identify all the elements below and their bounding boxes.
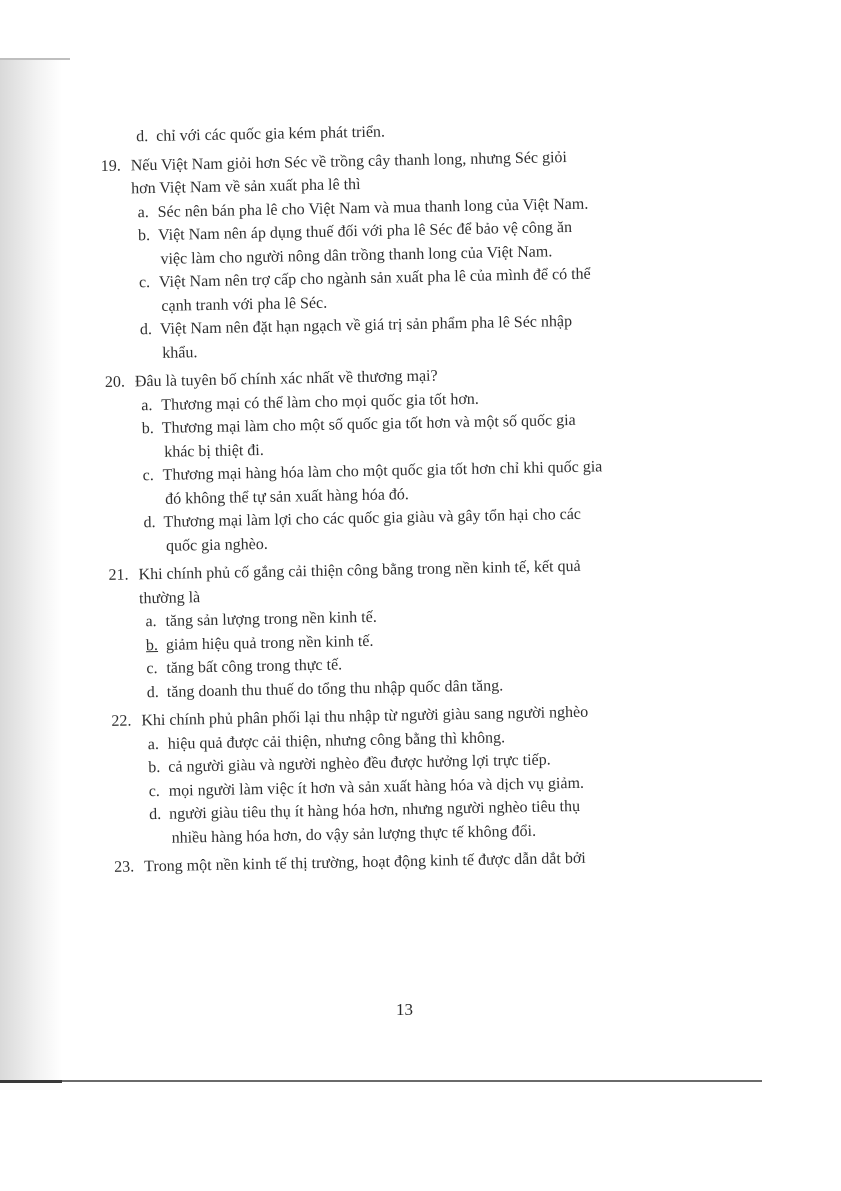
option-letter: b. — [141, 420, 154, 438]
question-number: 21. — [108, 566, 129, 584]
option-letter: b. — [148, 758, 161, 777]
question-text: Khi chính phủ phân phối lại thu nhập từ người giàu sang người nghèo — [141, 703, 589, 730]
option-text: Việt Nam nên trợ cấp cho ngành sản xuất pha lê của mình để có thể — [158, 265, 591, 291]
question-number: 22. — [111, 712, 132, 730]
question-text: Trong một nền kinh tế thị trường, hoạt động kinh tế được dẫn dắt bởi — [144, 849, 586, 876]
option-text: hiệu quả được cải thiện, nhưng công bằng thì không. — [167, 728, 506, 753]
option-text: cả người giàu và người nghèo đều được hưởng lợi trực tiếp. — [168, 751, 551, 776]
continuation-text: khẩu. — [162, 343, 198, 362]
option-letter: a. — [147, 735, 160, 753]
option-letter: d. — [149, 805, 162, 824]
option-text: tăng bất công trong thực tế. — [166, 656, 343, 677]
option-letter: c. — [138, 274, 151, 292]
question-text: Nếu Việt Nam giỏi hơn Séc về trồng cây thanh long, nhưng Séc giỏi — [130, 148, 568, 174]
question-number: 23. — [114, 858, 135, 876]
option-letter: a. — [145, 613, 157, 631]
option-letter: a. — [137, 203, 149, 221]
scan-top-edge — [0, 58, 70, 60]
scan-bottom-edge — [62, 1080, 762, 1082]
option-text: tăng sản lượng trong nền kinh tế. — [165, 608, 377, 630]
option-letter: c. — [142, 467, 154, 485]
scan-left-margin — [0, 60, 62, 1080]
option-text: Thương mại hàng hóa làm cho một quốc gia tốt hơn chỉ khi quốc gia — [162, 458, 603, 484]
option-text: chỉ với các quốc gia kém phát triển. — [156, 123, 386, 145]
option-text: Việt Nam nên áp dụng thuế đối với pha lê Séc để bảo vệ công ăn — [157, 218, 573, 244]
scan-bottom-edge-left — [0, 1080, 62, 1083]
option-text: người giàu tiêu thụ ít hàng hóa hơn, nhưng người nghèo tiêu thụ — [169, 797, 581, 823]
continuation-text: thường là — [138, 588, 201, 607]
continuation-text: quốc gia nghèo. — [165, 535, 268, 555]
option-letter: d. — [139, 321, 153, 339]
option-text: Thương mại có thể làm cho mọi quốc gia tốt hơn. — [161, 390, 479, 414]
option-text: Thương mại làm lợi cho các quốc gia giàu và gây tổn hại cho các — [163, 505, 582, 531]
option-text: Séc nên bán pha lê cho Việt Nam và mua thanh long của Việt Nam. — [157, 195, 589, 221]
question-text: Khi chính phủ cố gắng cải thiện công bằng trong nền kinh tế, kết quả — [138, 557, 581, 584]
continuation-text: hơn Việt Nam về sản xuất pha lê thì — [131, 176, 361, 198]
option-letter: b. — [137, 227, 151, 245]
page-number: 13 — [396, 1000, 413, 1019]
option-text: Thương mại làm cho một số quốc gia tốt hơn và một số quốc gia — [161, 411, 576, 437]
continuation-text: cạnh tranh với pha lê Séc. — [161, 294, 328, 315]
option-letter: b. — [145, 636, 159, 654]
page-content — [100, 116, 754, 882]
question-number: 20. — [104, 373, 126, 391]
option-text: Việt Nam nên đặt hạn ngạch về giá trị sản phẩm pha lê Séc nhập — [159, 312, 573, 338]
question-line — [114, 846, 754, 879]
question-text: Đâu là tuyên bố chính xác nhất về thương mại? — [134, 367, 438, 391]
continuation-text: nhiều hàng hóa hơn, do vậy sản lượng thực tế không đổi. — [171, 822, 537, 847]
continuation-text: đó không thể tự sản xuất hàng hóa đó. — [164, 485, 409, 508]
question-number: 19. — [100, 157, 121, 175]
option-letter: d. — [136, 128, 149, 146]
continuation-text: việc làm cho người nông dân trồng thanh long của Việt Nam. — [160, 242, 553, 268]
answer-option — [100, 116, 740, 149]
option-text: tăng doanh thu thuế do tổng thu nhập quốc dân tăng. — [166, 676, 504, 701]
continuation-text: khác bị thiệt đi. — [164, 441, 264, 461]
option-letter: c. — [146, 659, 158, 678]
option-letter: d. — [143, 514, 156, 532]
option-letter: a. — [141, 396, 153, 414]
option-text: mọi người làm việc ít hơn và sản xuất hàng hóa và dịch vụ giảm. — [168, 774, 585, 800]
option-letter: c. — [148, 782, 161, 800]
option-text: giảm hiệu quả trong nền kinh tế. — [165, 632, 374, 654]
option-letter: d. — [146, 683, 160, 701]
